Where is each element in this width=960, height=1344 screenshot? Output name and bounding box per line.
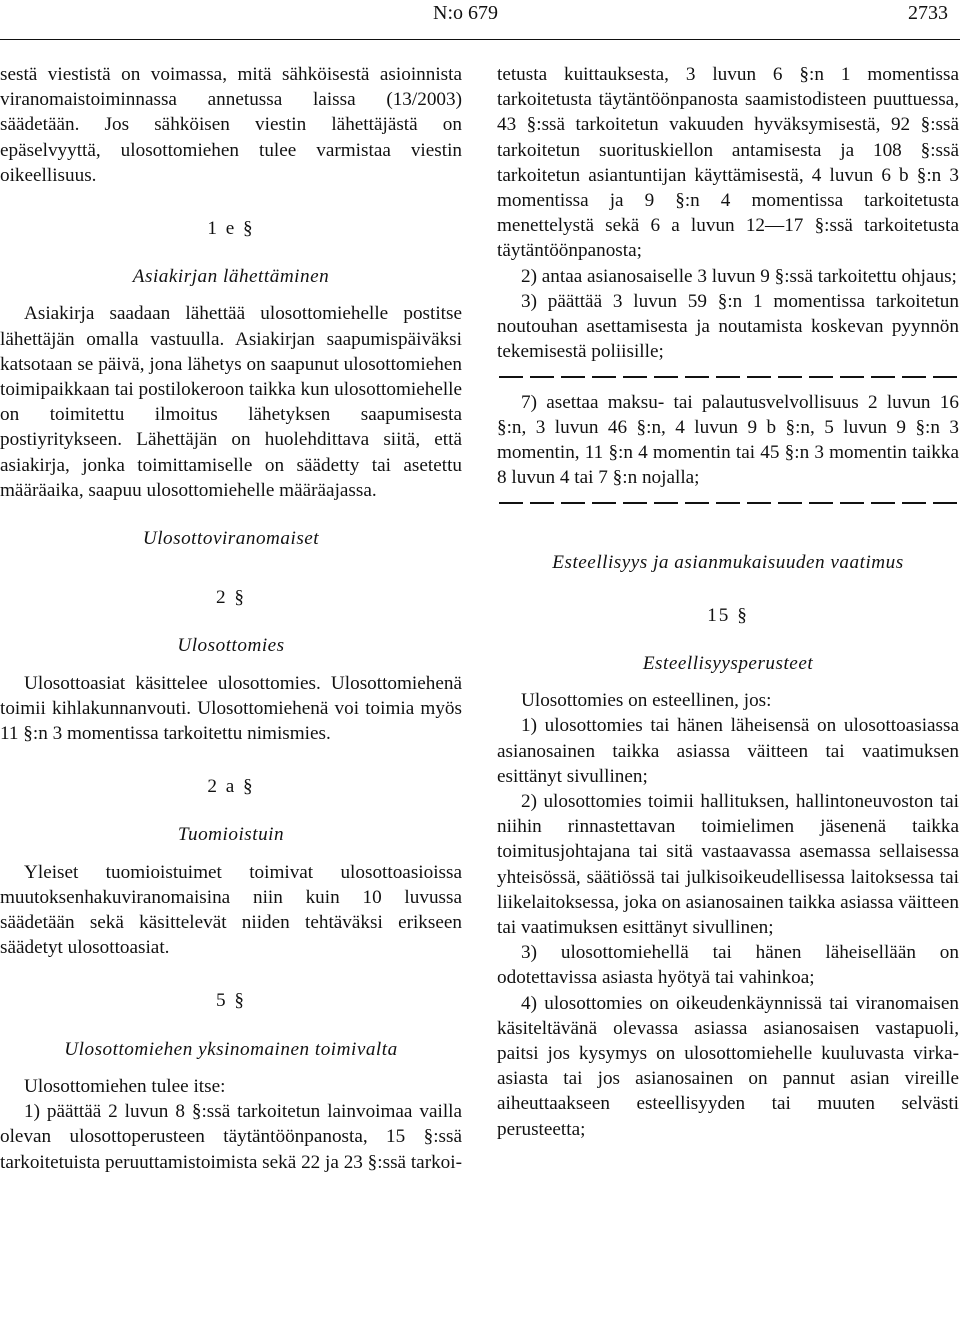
header-rule bbox=[0, 39, 960, 40]
section-1e-number: 1 e § bbox=[207, 218, 255, 240]
section-5-number: 5 § bbox=[216, 990, 246, 1012]
section-15-item-2: 2) ulosottomies toimii hallituksen, hallintoneuvoston tai niihin rinnastettavan toimielimen jäsenenä taikka toimitusjohtajana tai sitä vastaavassa asemassa sellaisessa yhteisössä, säätiössä tai julkisoikeudellisessa laitoksessa tai liikelaitoksessa, joka on asianosainen taikka asiassa väitteen tai vaatimuksen esittänyt sivullinen; bbox=[497, 791, 959, 939]
issue-number: N:o 679 bbox=[433, 2, 498, 24]
chapter-title-right: Esteellisyys ja asianmukaisuuden vaatimus bbox=[552, 551, 904, 573]
section-5-item-1: 1) päättää 2 luvun 8 §:ssä tarkoitetun lainvoimaa vailla olevan ulosottoperusteen täytäntöönpanosta, 15 §:ssä tarkoitetuista peruuttamistoimista sekä 22 ja 23 §:ssä tarkoi- bbox=[0, 1101, 462, 1173]
omission-dashes bbox=[497, 364, 959, 389]
section-5-lead: Ulosottomiehen tulee itse: bbox=[24, 1075, 226, 1097]
section-15-item-4: 4) ulosottomies on oikeudenkäynnissä tai viranomaisen käsiteltävänä olevassa asiassa asianosaisen vastapuoli, paitsi jos kysymys on ulosottomiehelle kuuluvasta virka-asiasta tai jos asianosainen on pannut asian vireille aiheuttaakseen esteellisyyden tai muuten selvästi perusteetta; bbox=[497, 992, 959, 1140]
section-2-paragraph: Ulosottoasiat käsittelee ulosottomies. Ulosottomiehenä toimii kihlakunnanvouti. Ulosottomiehenä voi toimia myös 11 §:n 3 momentissa tarkoitettu nimismies. bbox=[0, 672, 462, 745]
section-15-title: Esteellisyysperusteet bbox=[642, 653, 814, 675]
section-2-title: Ulosottomies bbox=[177, 635, 285, 657]
continuation-paragraph: tetusta kuittauksesta, 3 luvun 6 §:n 1 momentissa tarkoitetusta täytäntöönpanosta saamistodisteen puuttuessa, 43 §:ssä tarkoitetun vakuuden hyväksymisestä, 92 §:ssä tarkoitetun suorituskiellon antamisesta ja 108 §:ssä tarkoitetun asiantuntijan käyttämisestä, 4 luvun 6 b §:n 3 momentissa ja 9 §:n 4 momentissa tarkoitetusta menettelystä sekä 6 a luvun 12—17 §:ssä tarkoitetusta täytäntöönpanosta; bbox=[497, 64, 959, 262]
page-header bbox=[0, 0, 960, 36]
intro-paragraph: sestä viestistä on voimassa, mitä sähköisestä asioinnista viranomaistoiminnassa annetussa laissa (13/2003) säädetään. Jos sähköisen viestin lähettäjästä on epäselvyyttä, ulosottomiehen tulee varmistaa viestin oikeellisuus. bbox=[0, 64, 462, 186]
section-1e-paragraph: Asiakirja saadaan lähettää ulosottomiehelle postitse lähettäjän omalla vastuulla. Asiakirjan saapumispäiväksi katsotaan se päivä, jona lähetys on saapunut ulosottomiehen toimipaikkaan tai postilokeroon taikka kun ulosottomiehelle on toimitettu ilmoitus lähetyksen saapumisesta postiyritykseen. Lähettäjän on huolehdittava siitä, että asiakirja, jonka toimittamiselle on säädetty tai asetettu määräaika, saapuu ulosottomiehelle määräajassa. bbox=[0, 303, 463, 501]
item-2: 2) antaa asianosaiselle 3 luvun 9 §:ssä tarkoitettu ohjaus; bbox=[521, 265, 957, 287]
item-3: 3) päättää 3 luvun 59 §:n 1 momentissa tarkoitetun noutouhan asettamisesta ja noutamista koskevan pyynnön tekemisestä poliisille; bbox=[497, 290, 959, 363]
right-column bbox=[497, 62, 959, 1142]
section-15-number: 15 § bbox=[707, 604, 749, 626]
section-2a-number: 2 a § bbox=[207, 776, 255, 798]
section-1e-title: Asiakirjan lähettäminen bbox=[132, 266, 330, 288]
left-column bbox=[0, 62, 462, 1175]
chapter-title-left: Ulosottoviranomaiset bbox=[142, 528, 320, 550]
section-15-lead: Ulosottomies on esteellinen, jos: bbox=[521, 690, 772, 712]
section-2a-title: Tuomioistuin bbox=[177, 824, 285, 846]
section-2-number: 2 § bbox=[216, 587, 246, 609]
section-2a-paragraph: Yleiset tuomioistuimet toimivat ulosottoasioissa muutoksenhakuviranomaisina niin kuin 10 luvussa säädetään sekä käsittelevät niiden tehtäväksi erikseen säädetyt ulosottoasiat. bbox=[0, 861, 462, 959]
omission-dashes bbox=[497, 490, 959, 515]
section-15-item-1: 1) ulosottomies tai hänen läheisensä on ulosottoasiassa asianosainen taikka asiassa väitteen tai vaatimuksen esittänyt sivullinen; bbox=[497, 715, 959, 787]
page-number: 2733 bbox=[908, 2, 948, 24]
item-7: 7) asettaa maksu- tai palautusvelvollisuus 2 luvun 16 §:n, 3 luvun 46 §:n, 4 luvun 9 b §:n, 5 luvun 9 §:n 3 momentin, 11 §:n 4 momentin tai 45 §:n 3 momentin taikka 8 luvun 4 tai 7 §:n nojalla; bbox=[497, 391, 959, 489]
section-5-title: Ulosottomiehen yksinomainen toimivalta bbox=[64, 1038, 398, 1060]
section-15-item-3: 3) ulosottomiehellä tai hänen läheisellään on odotettavissa asiasta hyötyä tai vahinkoa; bbox=[497, 942, 959, 989]
